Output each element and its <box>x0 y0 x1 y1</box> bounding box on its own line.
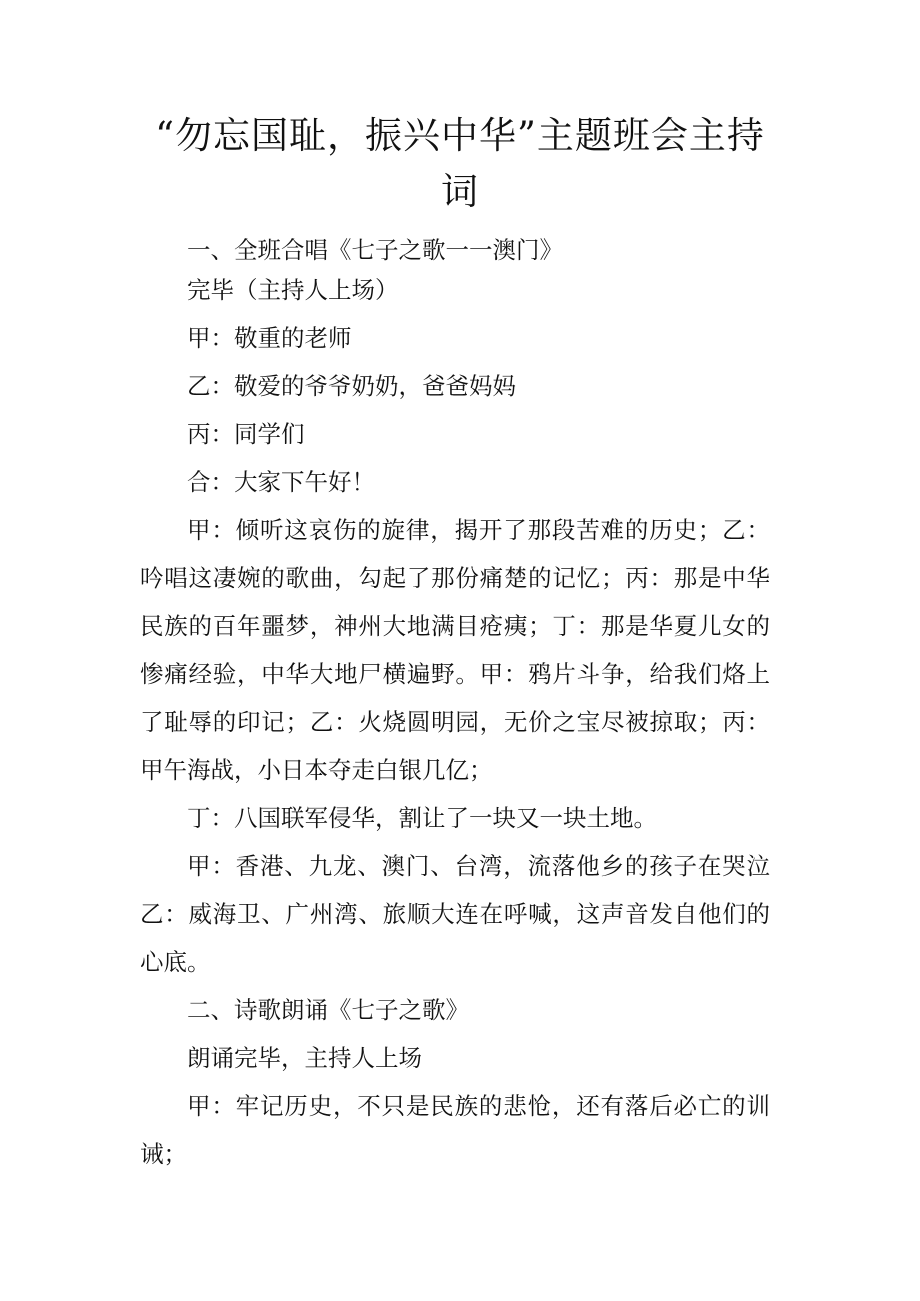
paragraph-greeting-bing: 丙：同学们 <box>187 420 305 448</box>
paragraph-territories: 甲：香港、九龙、澳门、台湾，流落他乡的孩子在哭泣乙：威海卫、广州湾、旅顺大连在呼喊，这声音发自他们的心底。 <box>140 852 770 976</box>
paragraph-recital-done: 朗诵完毕，主持人上场 <box>187 1044 422 1072</box>
paragraph-history-dialogue: 甲：倾听这哀伤的旋律，揭开了那段苦难的历史；乙：吟唱这凄婉的歌曲，勾起了那份痛楚的记忆；丙：那是中华民族的百年噩梦，神州大地满目疮痍；丁：那是华夏儿女的惨痛经验，中华大地尸横遍野。甲：鸦片斗争，给我们烙上了耻辱的印记；乙：火烧圆明园，无价之宝尽被掠取；丙：甲午海战，小日本夺走白银几亿； <box>140 516 770 784</box>
paragraph-greeting-all: 合：大家下午好！ <box>187 468 375 496</box>
paragraph-remember-history: 甲：牢记历史，不只是民族的悲怆，还有落后必亡的训诫； <box>140 1092 770 1168</box>
paragraph-host-enter: 完毕（主持人上场） <box>187 276 399 304</box>
paragraph-greeting-jia: 甲：敬重的老师 <box>187 324 352 352</box>
document-title: “勿忘国耻，振兴中华”主题班会主持词 <box>155 114 765 213</box>
paragraph-ding-eight-nation: 丁：八国联军侵华，割让了一块又一块土地。 <box>187 804 657 832</box>
paragraph-greeting-yi: 乙：敬爱的爷爷奶奶，爸爸妈妈 <box>187 372 516 400</box>
paragraph-section-two: 二、诗歌朗诵《七子之歌》 <box>187 996 469 1024</box>
paragraph-section-one: 一、全班合唱《七子之歌一一澳门》 <box>187 236 563 264</box>
